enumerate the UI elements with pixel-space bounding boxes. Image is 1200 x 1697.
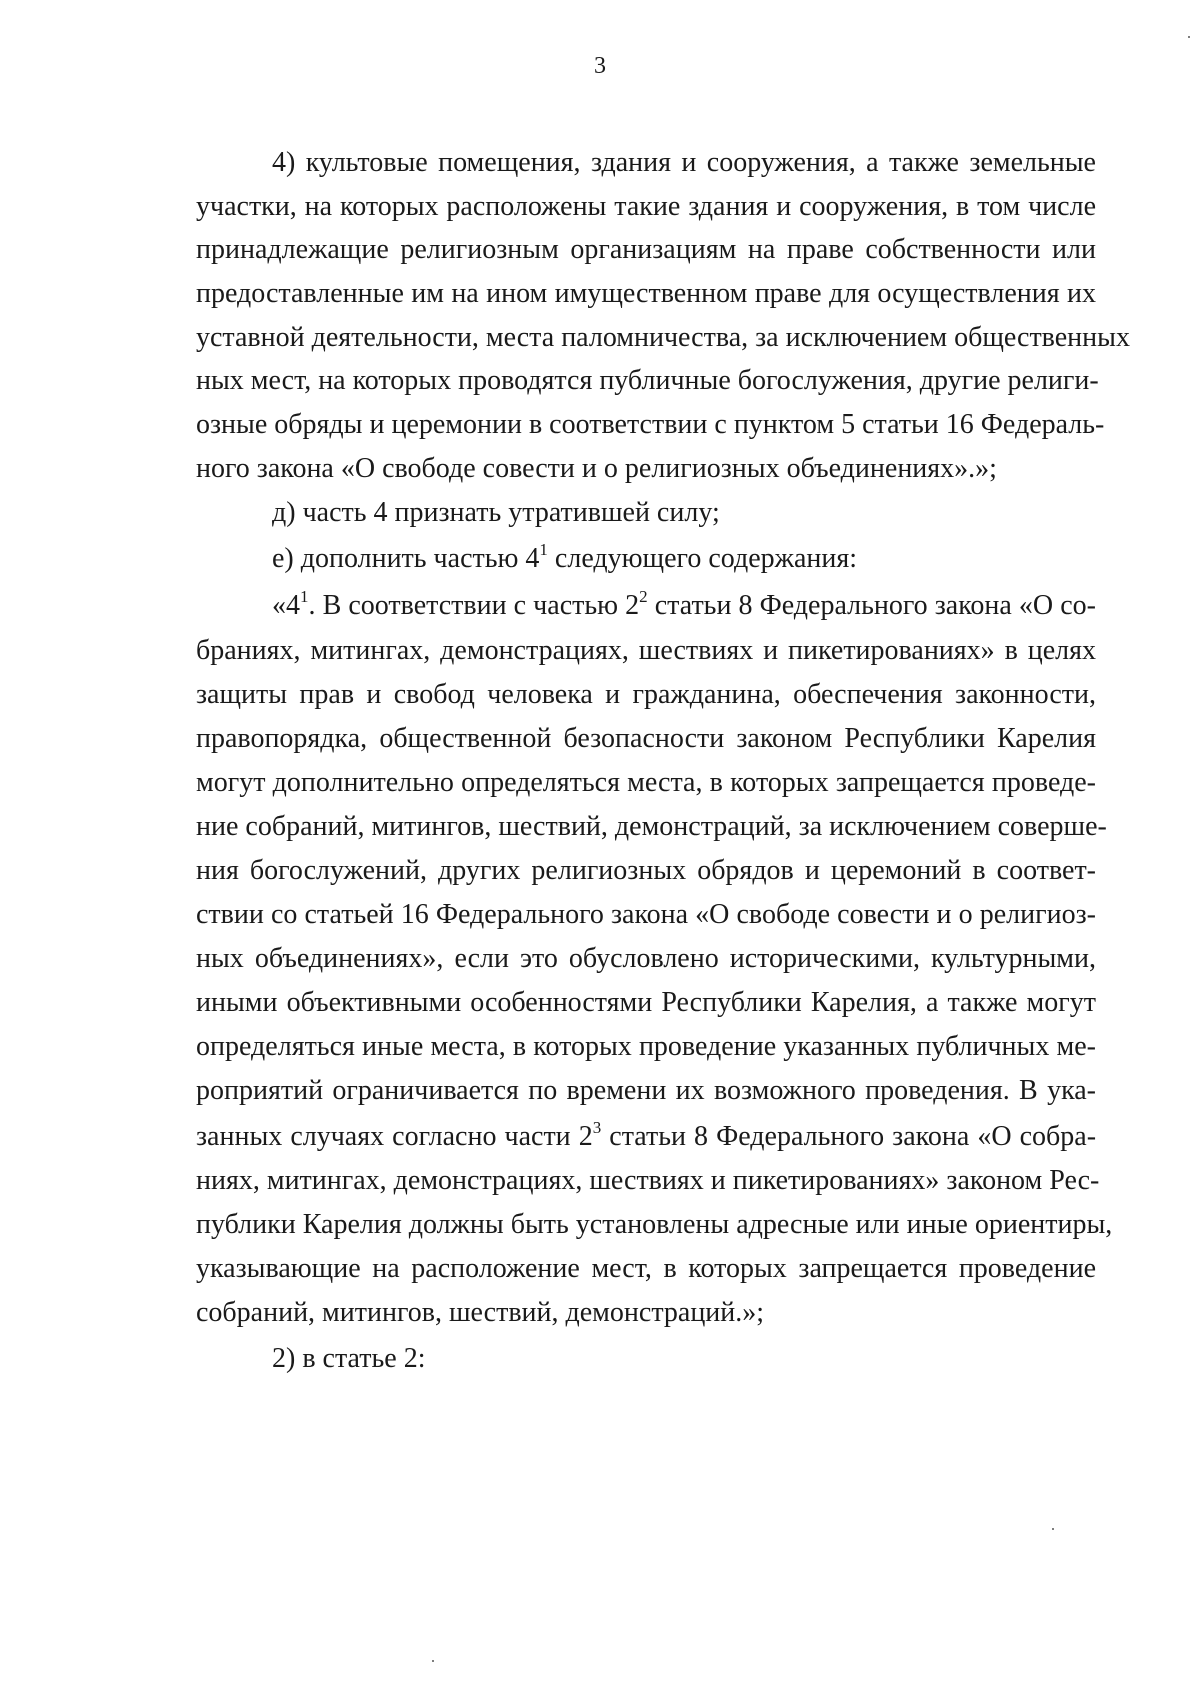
text-line: [272, 539, 1096, 576]
text-line: указывающие на расположение мест, в которых запрещается проведение: [196, 1253, 1096, 1284]
text-line: озные обряды и церемонии в соответствии с пунктом 5 статьи 16 Федераль-: [196, 409, 1105, 440]
text-line: 2) в статье 2:: [272, 1343, 426, 1374]
superscript: 1: [300, 586, 309, 606]
text-line: ных мест, на которых проводятся публичные богослужения, другие религи-: [196, 365, 1099, 396]
text-fragment: . В соответствии с частью 2: [308, 590, 640, 621]
text-line: роприятий ограничивается по времени их возможного проведения. В ука-: [196, 1075, 1096, 1106]
page-number: 3: [594, 53, 606, 79]
text-line: определяться иные места, в которых проведение указанных публичных ме-: [196, 1031, 1096, 1062]
text-line: участки, на которых расположены такие здания и сооружения, в том числе: [196, 191, 1096, 222]
scan-speck: [1188, 36, 1190, 38]
superscript: 2: [639, 586, 648, 606]
text-fragment: е) дополнить частью 4: [272, 543, 540, 574]
text-fragment: следующего содержания:: [554, 543, 858, 574]
text-line: защиты прав и свобод человека и гражданина, обеспечения законности,: [196, 679, 1096, 710]
text-line: ных объединениях», если это обусловлено историческими, культурными,: [196, 943, 1096, 974]
text-line: ствии со статьей 16 Федерального закона «О свободе совести и о религиоз-: [196, 899, 1096, 930]
text-fragment: статьи 8 Федерального закона «О собра-: [609, 1121, 1097, 1152]
text-line: ние собраний, митингов, шествий, демонстраций, за исключением соверше-: [196, 811, 1107, 842]
text-line: предоставленные им на ином имущественном праве для осуществления их: [196, 278, 1096, 309]
text-line: уставной деятельности, места паломничества, за исключением общественных: [196, 322, 1130, 353]
text-line: ного закона «О свободе совести и о религиозных объединениях».»;: [196, 453, 997, 484]
text-fragment: статьи 8 Федерального закона «О со-: [654, 590, 1096, 621]
text-line: [196, 1117, 1097, 1154]
text-fragment: занных случаях согласно части 2: [196, 1121, 593, 1152]
text-line: публики Карелия должны быть установлены адресные или иные ориентиры,: [196, 1209, 1113, 1240]
text-line: д) часть 4 признать утратившей силу;: [272, 497, 720, 528]
text-line: правопорядка, общественной безопасности законом Республики Карелия: [196, 723, 1096, 754]
superscript: 3: [592, 1117, 602, 1137]
text-line: ния богослужений, других религиозных обрядов и церемоний в соответ-: [196, 855, 1096, 886]
superscript: 1: [539, 539, 548, 559]
text-fragment: «4: [272, 590, 300, 621]
text-line: ниях, митингах, демонстрациях, шествиях и пикетированиях» законом Рес-: [196, 1165, 1100, 1196]
scan-speck: [1052, 1528, 1054, 1530]
text-line: иными объективными особенностями Республики Карелия, а также могут: [196, 987, 1096, 1018]
text-line: принадлежащие религиозным организациям на праве собственности или: [196, 234, 1096, 265]
text-line: [272, 586, 1096, 623]
text-line: браниях, митингах, демонстрациях, шествиях и пикетированиях» в целях: [196, 635, 1096, 666]
text-line: 4) культовые помещения, здания и сооружения, а также земельные: [272, 147, 1096, 178]
scan-speck: [432, 1660, 434, 1662]
text-line: собраний, митингов, шествий, демонстраций.»;: [196, 1297, 765, 1328]
text-line: могут дополнительно определяться места, в которых запрещается проведе-: [196, 767, 1096, 798]
